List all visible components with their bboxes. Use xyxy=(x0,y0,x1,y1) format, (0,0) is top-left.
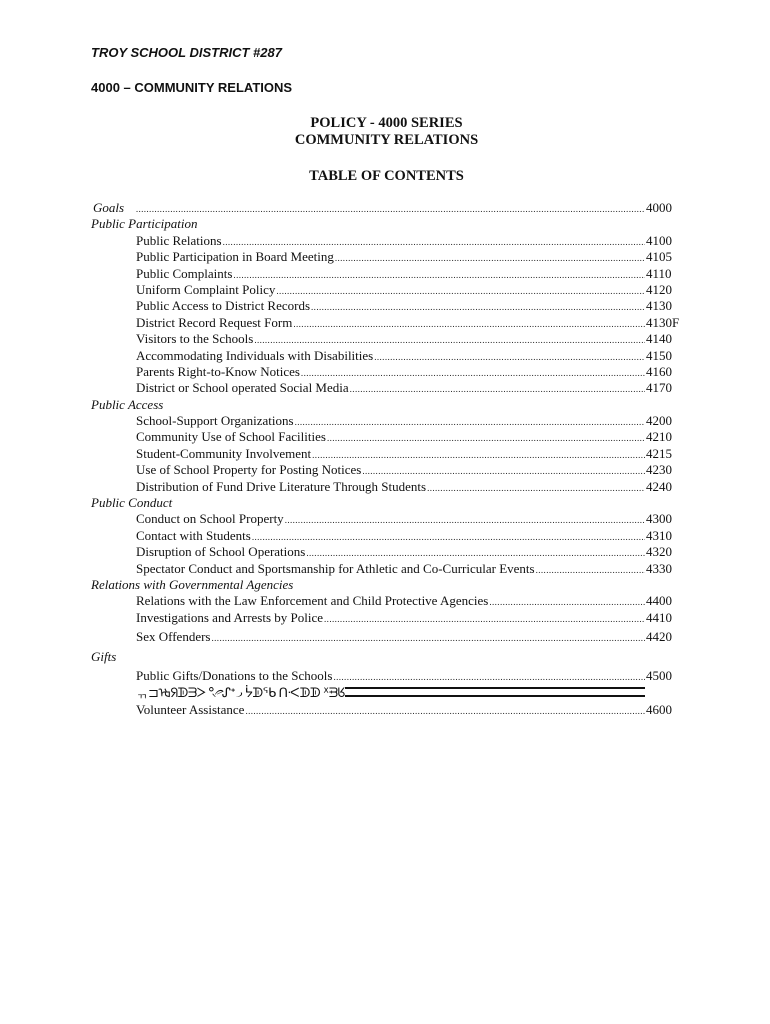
dot-leader xyxy=(223,234,645,250)
gifts-items xyxy=(91,668,685,719)
table-of-contents xyxy=(91,200,685,719)
dot-leader xyxy=(489,594,645,610)
community-relations-title: COMMUNITY RELATIONS xyxy=(294,132,479,148)
toc-entry xyxy=(91,629,685,645)
toc-entry xyxy=(91,413,685,429)
toc-entry-label: Distribution of Fund Drive Literature Through Students xyxy=(136,478,427,494)
garbled-bar xyxy=(345,687,645,697)
public-participation-items xyxy=(91,233,685,397)
table-of-contents-title: TABLE OF CONTENTS xyxy=(309,168,464,184)
toc-entry xyxy=(91,298,685,314)
toc-entry-label: Student-Community Involvement xyxy=(136,445,312,461)
dot-leader xyxy=(335,250,645,266)
toc-entry-number: 4600 xyxy=(646,702,672,718)
dot-leader xyxy=(276,283,645,299)
garbled-text: ᆩ⊐ᡈᖆᗫᗱᐳ ᐤ᭧ᔑᐩ᎕ ᔮᗫᖃ ᑎᑄᗫᗫ ᕽᗲᖉ xyxy=(136,685,345,701)
dot-leader xyxy=(212,630,646,646)
dot-leader xyxy=(350,381,645,397)
dot-leader xyxy=(536,562,645,578)
toc-entry-number: 4130F xyxy=(646,314,680,330)
toc-entry-label: Public Access to District Records xyxy=(136,298,311,314)
section-heading-label: Gifts xyxy=(91,648,117,664)
public-access-items xyxy=(91,413,685,495)
toc-entry xyxy=(91,348,685,364)
toc-entry xyxy=(91,282,685,298)
toc-entry-label: Use of School Property for Posting Notices xyxy=(136,462,362,478)
dot-leader xyxy=(295,414,645,430)
toc-entry-label: District Record Request Form xyxy=(136,314,293,330)
toc-entry-number: 4410 xyxy=(646,609,672,625)
policy-series-title: POLICY - 4000 SERIES xyxy=(310,115,463,131)
section-heading-public-access xyxy=(91,397,685,413)
toc-entry xyxy=(91,479,685,495)
toc-entry xyxy=(91,233,685,249)
dot-leader xyxy=(252,529,645,545)
toc-entry xyxy=(91,364,685,380)
section-heading-label: Relations with Governmental Agencies xyxy=(91,576,294,592)
toc-entry xyxy=(91,331,685,347)
toc-entry-number: 4230 xyxy=(646,462,672,478)
section-heading-label: Public Participation xyxy=(91,216,198,232)
toc-entry-label: School-Support Organizations xyxy=(136,413,294,429)
section-heading-gifts xyxy=(91,649,685,665)
toc-entry-number: 4300 xyxy=(646,511,672,527)
toc-entry xyxy=(91,561,685,577)
section-heading-label: Public Conduct xyxy=(91,495,173,511)
section-heading-governmental-agencies xyxy=(91,577,685,593)
toc-entry xyxy=(91,668,685,684)
toc-entry-label: Relations with the Law Enforcement and Child Protective Agencies xyxy=(136,593,489,609)
toc-entry xyxy=(91,702,685,718)
toc-entry-label: Public Relations xyxy=(136,232,222,248)
section-heading-public-conduct xyxy=(91,495,685,511)
toc-entry xyxy=(91,315,685,331)
toc-entry xyxy=(91,528,685,544)
toc-entry xyxy=(91,446,685,462)
toc-entry xyxy=(91,249,685,265)
toc-entry-label: Disruption of School Operations xyxy=(136,544,306,560)
toc-entry-number: 4240 xyxy=(646,478,672,494)
toc-entry-label: Visitors to the Schools xyxy=(136,331,254,347)
dot-leader xyxy=(333,669,645,685)
dot-leader xyxy=(374,349,645,365)
section-heading-public-participation xyxy=(91,216,685,232)
toc-entry-number: 4170 xyxy=(646,380,672,396)
toc-entry-number: 4150 xyxy=(646,347,672,363)
dot-leader xyxy=(245,703,645,719)
toc-entry-label: Public Participation in Board Meeting xyxy=(136,249,334,265)
toc-entry-label: Conduct on School Property xyxy=(136,511,284,527)
section-heading-label: Public Access xyxy=(91,396,164,412)
toc-entry-number: 4500 xyxy=(646,667,672,683)
toc-entry-label: Contact with Students xyxy=(136,527,251,543)
toc-entry-number: 4420 xyxy=(646,629,672,645)
toc-entry-number: 4100 xyxy=(646,232,672,248)
toc-entry-number: 4320 xyxy=(646,544,672,560)
dot-leader xyxy=(312,447,645,463)
toc-entry-label: Public Gifts/Donations to the Schools xyxy=(136,667,333,683)
toc-entry-label: Volunteer Assistance xyxy=(136,702,245,718)
toc-entry-label: Community Use of School Facilities xyxy=(136,429,326,445)
toc-entry xyxy=(91,544,685,560)
toc-entry xyxy=(91,593,685,609)
toc-label: Goals xyxy=(93,200,125,215)
dot-leader xyxy=(311,299,645,315)
toc-entry-label: Spectator Conduct and Sportsmanship for Athletic and Co-Curricular Events xyxy=(136,560,535,576)
toc-entry-label: Investigations and Arrests by Police xyxy=(136,609,324,625)
dot-leader xyxy=(327,430,645,446)
dot-leader xyxy=(293,316,645,332)
toc-number: 4000 xyxy=(646,200,672,215)
toc-row-goals xyxy=(91,200,685,216)
dot-leader xyxy=(324,611,645,627)
section-header: 4000 – COMMUNITY RELATIONS xyxy=(91,80,293,95)
toc-entry-label: Public Complaints xyxy=(136,265,233,281)
governmental-agencies-items xyxy=(91,593,685,645)
toc-entry-number: 4130 xyxy=(646,298,672,314)
garbled-text-line xyxy=(91,684,685,702)
toc-entry-number: 4210 xyxy=(646,429,672,445)
toc-entry-number: 4105 xyxy=(646,249,672,265)
toc-entry-number: 4400 xyxy=(646,593,672,609)
district-header: TROY SCHOOL DISTRICT #287 xyxy=(91,45,282,60)
toc-entry-label: Accommodating Individuals with Disabilities xyxy=(136,347,374,363)
toc-entry-label: District or School operated Social Media xyxy=(136,380,349,396)
toc-entry-number: 4200 xyxy=(646,413,672,429)
toc-entry-number: 4160 xyxy=(646,363,672,379)
dot-leader xyxy=(136,201,645,217)
public-conduct-items xyxy=(91,511,685,577)
dot-leader xyxy=(427,480,645,496)
toc-entry-number: 4310 xyxy=(646,527,672,543)
dot-leader xyxy=(285,512,645,528)
toc-entry-label: Sex Offenders xyxy=(136,629,211,645)
dot-leader xyxy=(362,463,645,479)
toc-entry-number: 4215 xyxy=(646,445,672,461)
toc-entry xyxy=(91,610,685,626)
toc-entry-number: 4140 xyxy=(646,331,672,347)
toc-entry-label: Parents Right-to-Know Notices xyxy=(136,363,300,379)
toc-entry-label: Uniform Complaint Policy xyxy=(136,281,276,297)
dot-leader xyxy=(301,365,645,381)
toc-entry-number: 4120 xyxy=(646,281,672,297)
toc-entry xyxy=(91,380,685,396)
toc-entry xyxy=(91,462,685,478)
toc-entry-number: 4330 xyxy=(646,560,672,576)
dot-leader xyxy=(254,332,645,348)
toc-entry xyxy=(91,429,685,445)
dot-leader xyxy=(233,267,645,283)
toc-entry xyxy=(91,266,685,282)
toc-entry xyxy=(91,511,685,527)
dot-leader xyxy=(306,545,645,561)
toc-entry-number: 4110 xyxy=(646,265,672,281)
